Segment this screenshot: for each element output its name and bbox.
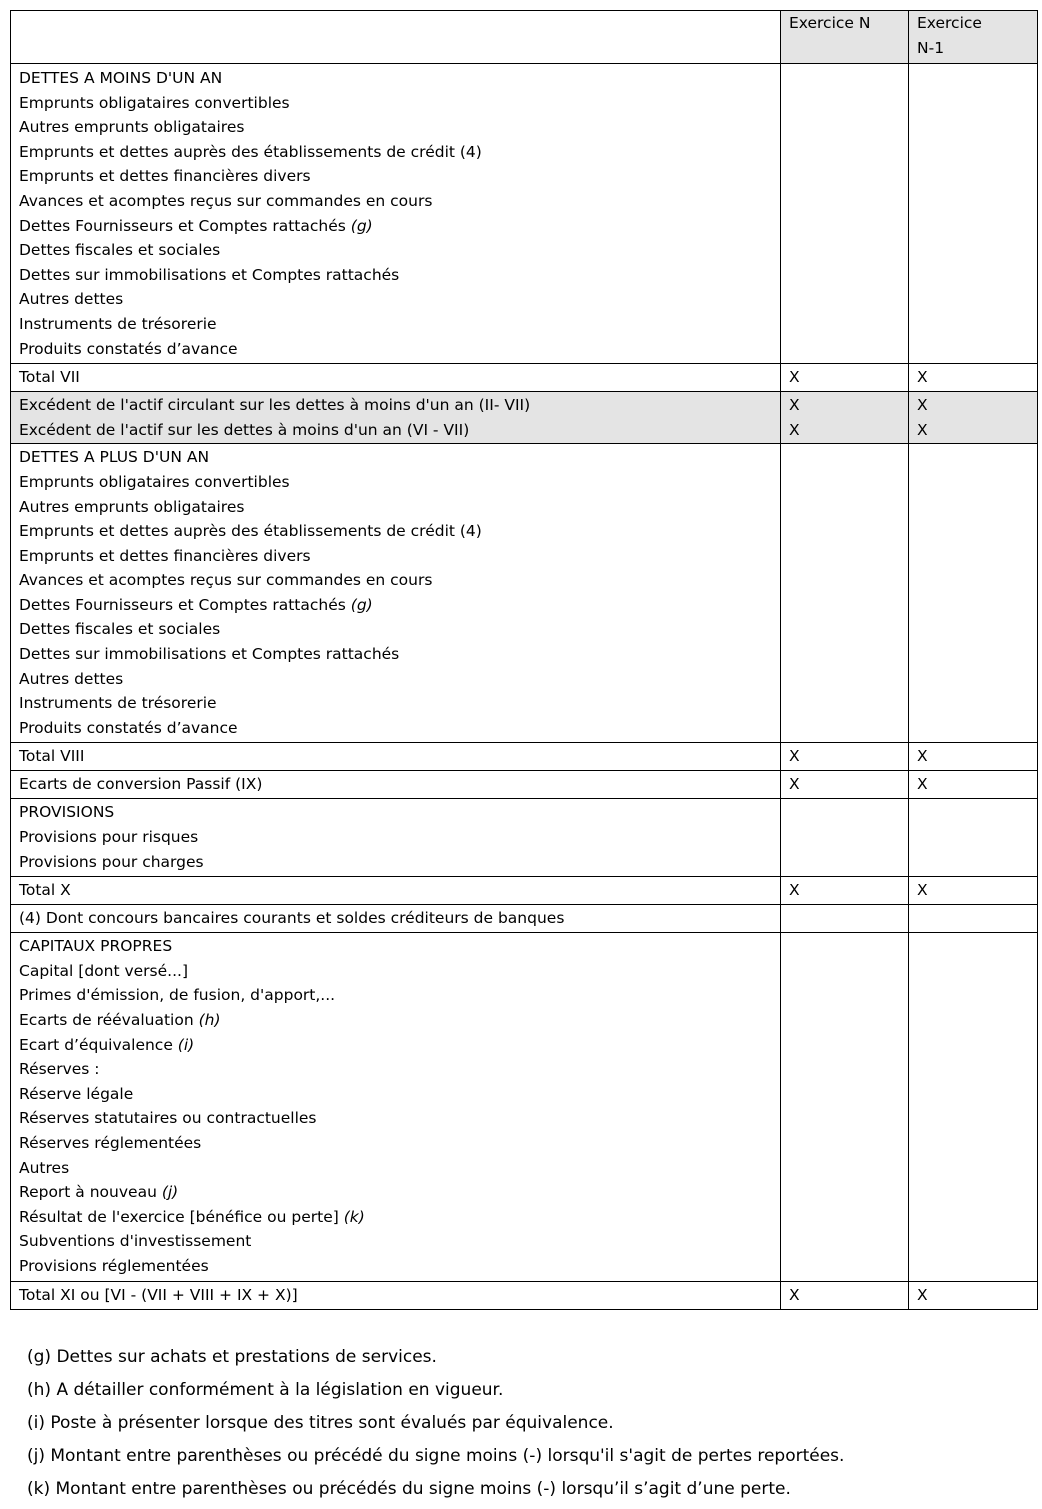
footnote: (j) Montant entre parenthèses ou précédé du signe moins (-) lorsqu'il s'agit de pertes reportées. xyxy=(27,1446,845,1466)
list-item: Dettes sur immobilisations et Comptes rattachés xyxy=(19,265,400,284)
value-cell: X xyxy=(909,1281,1038,1309)
list-item: Autres xyxy=(19,1158,70,1177)
list-item: Réserves réglementées xyxy=(19,1133,202,1152)
list-item: Instruments de trésorerie xyxy=(19,694,217,713)
list-item: Provisions pour risques xyxy=(19,828,199,847)
list-item: Emprunts obligataires convertibles xyxy=(19,93,290,112)
value-cell xyxy=(781,444,909,743)
note-ref: (k) xyxy=(343,1207,365,1226)
list-item: Provisions réglementées xyxy=(19,1256,209,1275)
list-item: Avances et acomptes reçus sur commandes en cours xyxy=(19,191,433,210)
footnotes xyxy=(27,1341,844,1506)
note-ref: (j) xyxy=(161,1183,179,1202)
capitaux-propres-section xyxy=(11,933,1038,1281)
balance-sheet-liabilities-table xyxy=(10,10,1038,1310)
total-x-row: Total X X X xyxy=(11,877,1038,905)
list-item: Autres dettes xyxy=(19,290,124,309)
list-item: Capital [dont versé...] xyxy=(19,961,188,980)
footnote: (g) Dettes sur achats et prestations de services. xyxy=(27,1347,437,1367)
dettes-moins-un-an-section xyxy=(11,64,1038,364)
value-cell xyxy=(909,905,1038,933)
list-item: Avances et acomptes reçus sur commandes en cours xyxy=(19,571,433,590)
section-title: DETTES A PLUS D'UN AN xyxy=(19,448,210,467)
list-item: Provisions pour charges xyxy=(19,852,204,871)
list-item: Report à nouveau (j) xyxy=(19,1183,179,1202)
dont-concours-row: (4) Dont concours bancaires courants et soldes créditeurs de banques xyxy=(11,905,1038,933)
value-cell: X X xyxy=(909,392,1038,444)
ecarts-conversion-row: Ecarts de conversion Passif (IX) X X xyxy=(11,771,1038,799)
list-item: Dettes Fournisseurs et Comptes rattachés (g) xyxy=(19,595,373,614)
value-cell: X xyxy=(909,771,1038,799)
header-exercice-n-1: Exercice N-1 xyxy=(909,11,1038,64)
list-item: Dettes fiscales et sociales xyxy=(19,620,221,639)
value-cell xyxy=(781,799,909,877)
value-cell xyxy=(909,64,1038,364)
footnote: (h) A détailler conformément à la législation en vigueur. xyxy=(27,1380,504,1400)
header-exercice-n: Exercice N xyxy=(781,11,909,64)
section-title: CAPITAUX PROPRES xyxy=(19,937,173,956)
total-xi-row: Total XI ou [VI - (VII + VIII + IX + X)] X X xyxy=(11,1281,1038,1309)
value-cell xyxy=(781,905,909,933)
list-item: Produits constatés d’avance xyxy=(19,718,238,737)
dettes-plus-un-an-section xyxy=(11,444,1038,743)
list-item: Emprunts et dettes financières divers xyxy=(19,546,311,565)
list-item: Réserves statutaires ou contractuelles xyxy=(19,1109,317,1128)
value-cell xyxy=(909,799,1038,877)
value-cell: X xyxy=(781,877,909,905)
value-cell: X xyxy=(909,877,1038,905)
excedent-row: Excédent de l'actif circulant sur les dettes à moins d'un an (II- VII) Excédent de l'actif sur les dettes à moins d'un an (VI - VII) X X X X xyxy=(11,392,1038,444)
value-cell: X X xyxy=(781,392,909,444)
section-title: PROVISIONS xyxy=(19,803,115,822)
value-cell: X xyxy=(781,364,909,392)
list-item: Emprunts et dettes auprès des établissements de crédit (4) xyxy=(19,522,482,541)
value-cell xyxy=(909,444,1038,743)
value-cell: X xyxy=(909,364,1038,392)
value-cell xyxy=(781,933,909,1281)
list-item: Dettes fiscales et sociales xyxy=(19,241,221,260)
list-item: Emprunts et dettes financières divers xyxy=(19,167,311,186)
note-ref: (i) xyxy=(177,1035,195,1054)
list-item: Dettes sur immobilisations et Comptes rattachés xyxy=(19,645,400,664)
note-ref: (g) xyxy=(350,595,373,614)
list-item: Primes d'émission, de fusion, d'apport,... xyxy=(19,986,336,1005)
list-item: Instruments de trésorerie xyxy=(19,314,217,333)
value-cell xyxy=(909,933,1038,1281)
value-cell: X xyxy=(781,743,909,771)
footnote: (i) Poste à présenter lorsque des titres sont évalués par équivalence. xyxy=(27,1413,614,1433)
list-item: Ecarts de réévaluation (h) xyxy=(19,1011,221,1029)
list-item: Emprunts et dettes auprès des établissements de crédit (4) xyxy=(19,142,482,161)
total-vii-row: Total VII X X xyxy=(11,364,1038,392)
list-item: Dettes Fournisseurs et Comptes rattachés (g) xyxy=(19,216,373,235)
footnote: (k) Montant entre parenthèses ou précédés du signe moins (-) lorsqu’il s’agit d’une perte. xyxy=(27,1479,791,1499)
list-item: Réserves : xyxy=(19,1060,100,1079)
list-item: Produits constatés d’avance xyxy=(19,339,238,358)
section-title: DETTES A MOINS D'UN AN xyxy=(19,69,223,87)
note-ref: (h) xyxy=(198,1011,221,1029)
header-label-cell xyxy=(11,11,781,64)
value-cell: X xyxy=(909,743,1038,771)
list-item: Ecart d’équivalence (i) xyxy=(19,1035,195,1054)
list-item: Autres emprunts obligataires xyxy=(19,497,245,516)
value-cell: X xyxy=(781,1281,909,1309)
dettes-moins-un-an-labels xyxy=(11,64,781,364)
list-item: Autres dettes xyxy=(19,669,124,688)
list-item: Réserve légale xyxy=(19,1084,134,1103)
note-ref: (g) xyxy=(350,216,373,235)
dettes-plus-un-an-labels xyxy=(11,444,781,743)
list-item: Emprunts obligataires convertibles xyxy=(19,472,290,491)
list-item: Autres emprunts obligataires xyxy=(19,118,245,137)
provisions-section xyxy=(11,799,1038,877)
header-row xyxy=(11,11,1038,64)
total-viii-row: Total VIII X X xyxy=(11,743,1038,771)
value-cell: X xyxy=(781,771,909,799)
list-item: Subventions d'investissement xyxy=(19,1232,252,1251)
list-item: Résultat de l'exercice [bénéfice ou perte] (k) xyxy=(19,1207,365,1226)
value-cell xyxy=(781,64,909,364)
